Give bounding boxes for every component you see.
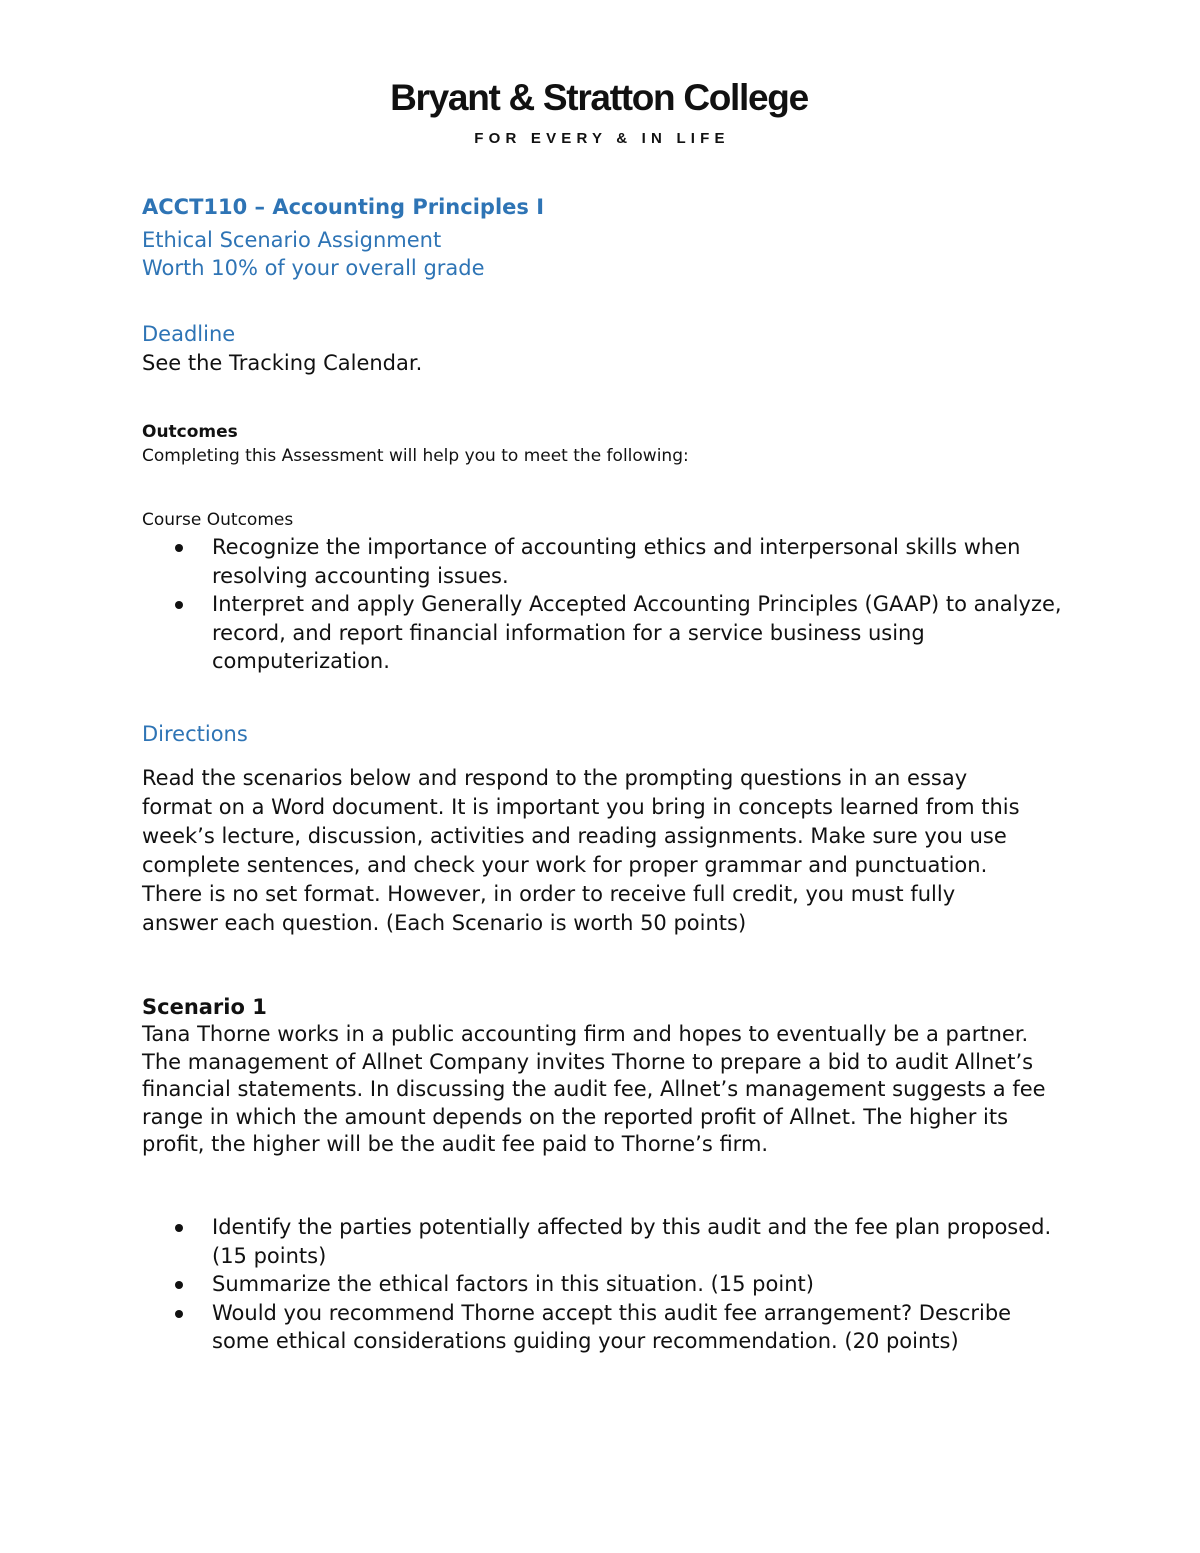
- scenario-1-text: Tana Thorne works in a public accounting firm and hopes to eventually be a partner. The management of Allnet Company invites Thorne to prepare a bid to audit Allnet’s financial statements. In discussing the audit fee, Allnet’s management suggests a fee range in which the amount depends on the reported profit of Allnet. The higher its profit, the higher will be the audit fee paid to Thorne’s firm.: [142, 1022, 1046, 1156]
- list-item-text: Interpret and apply Generally Accepted Accounting Principles (GAAP) to analyze, record, and report financial information for a service business using computerization.: [212, 592, 1062, 673]
- bullet-icon: [175, 1281, 183, 1289]
- scenario-1-heading: Scenario 1: [142, 995, 267, 1019]
- list-item: [142, 533, 1072, 590]
- assignment-name: Ethical Scenario Assignment: [142, 228, 442, 252]
- college-logo-name: Bryant & Stratton College: [390, 77, 808, 118]
- list-item: [142, 590, 1072, 676]
- list-item-text: Summarize the ethical factors in this situation. (15 point): [212, 1272, 814, 1296]
- course-title: ACCT110 – Accounting Principles I: [142, 195, 545, 219]
- deadline-heading: Deadline: [142, 322, 236, 346]
- list-item: [142, 1270, 1072, 1299]
- list-item-text: Recognize the importance of accounting ethics and interpersonal skills when resolving accounting issues.: [212, 535, 1021, 588]
- outcomes-intro: Completing this Assessment will help you to meet the following:: [142, 446, 689, 466]
- list-item: [142, 1299, 1072, 1356]
- college-logo: [0, 78, 1200, 148]
- bullet-icon: [175, 1224, 183, 1232]
- deadline-text: See the Tracking Calendar.: [142, 351, 423, 375]
- bullet-icon: [175, 601, 183, 609]
- scenario-1-questions: [142, 1213, 1072, 1356]
- course-outcomes-heading: Course Outcomes: [142, 510, 294, 530]
- bullet-icon: [175, 1310, 183, 1318]
- grade-weight: Worth 10% of your overall grade: [142, 256, 485, 280]
- list-item: [142, 1213, 1072, 1270]
- list-item-text: Would you recommend Thorne accept this audit fee arrangement? Describe some ethical considerations guiding your recommendation. (20 points): [212, 1300, 1012, 1353]
- list-item-text: Identify the parties potentially affected by this audit and the fee plan proposed. (15 points): [212, 1215, 1052, 1268]
- outcomes-heading: Outcomes: [142, 422, 238, 442]
- course-outcomes-list: [142, 533, 1072, 676]
- directions-text: Read the scenarios below and respond to the prompting questions in an essay format on a Word document. It is important you bring in concepts learned from this week’s lecture, discussion, activities and reading assignments. Make sure you use complete sentences, and check your work for proper grammar and punctuation. There is no set format. However, in order to receive full credit, you must fully answer each question. (Each Scenario is worth 50 points): [142, 766, 1020, 935]
- bullet-icon: [175, 544, 183, 552]
- college-logo-tagline: FOR EVERY & IN LIFE: [474, 130, 730, 147]
- directions-heading: Directions: [142, 722, 248, 746]
